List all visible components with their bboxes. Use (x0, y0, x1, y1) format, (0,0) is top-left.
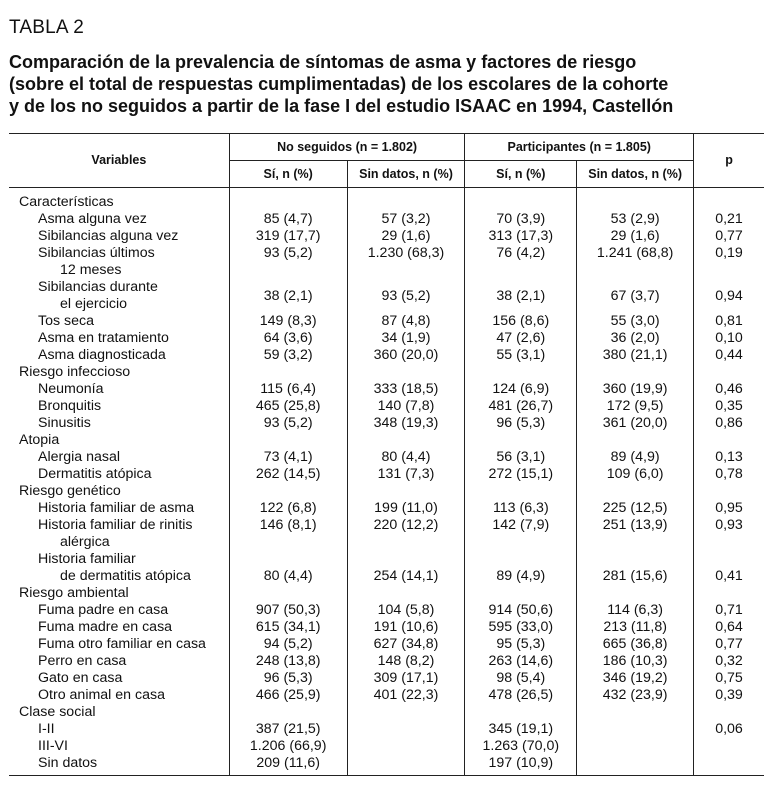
section-label: Atopia (9, 432, 229, 449)
participantes-sin-datos-cell: 186 (10,3) (602, 653, 668, 669)
no-seguidos-si-cell: 85 (4,7) (229, 211, 347, 228)
empty-cell (465, 704, 577, 721)
section-row (9, 585, 764, 602)
variable-label-line: Asma diagnosticada (38, 347, 166, 363)
no-seguidos-sin-datos-cell (347, 738, 465, 755)
no-seguidos-sin-datos-cell: 309 (17,1) (347, 670, 465, 687)
empty-cell (347, 585, 465, 602)
no-seguidos-si-cell: 93 (5,2) (229, 415, 347, 432)
section-label: Características (9, 188, 229, 212)
no-seguidos-sin-datos-cell: 93 (5,2) (347, 279, 465, 313)
variable-label (9, 619, 229, 636)
participantes-si-cell: 98 (5,4) (465, 670, 577, 687)
no-seguidos-sin-datos-cell: 148 (8,2) (347, 653, 465, 670)
section-label: Riesgo genético (9, 483, 229, 500)
no-seguidos-si-cell: 146 (8,1) (229, 517, 347, 551)
empty-cell (347, 364, 465, 381)
no-seguidos-si-cell: 59 (3,2) (229, 347, 347, 364)
participantes-si-cell: 595 (33,0) (465, 619, 577, 636)
participantes-si-cell: 124 (6,9) (465, 381, 577, 398)
p-value-cell: 0,06 (694, 721, 764, 738)
variable-label-line: Fuma padre en casa (38, 602, 169, 618)
variable-label-line: Sinusitis (38, 415, 91, 431)
variable-label-line: Tos seca (38, 313, 94, 329)
table-row (9, 738, 764, 755)
empty-cell (577, 704, 694, 721)
subheader-sin-datos: Sin datos, n (%) (577, 161, 694, 188)
p-value-cell: 0,94 (694, 279, 764, 313)
empty-cell (694, 188, 764, 212)
table-row (9, 500, 764, 517)
variable-label (9, 381, 229, 398)
p-value-cell: 0,39 (694, 687, 764, 704)
no-seguidos-sin-datos-cell: 333 (18,5) (347, 381, 465, 398)
participantes-sin-datos-cell: 172 (9,5) (606, 398, 664, 414)
no-seguidos-si-cell: 93 (5,2) (229, 245, 347, 279)
p-value-cell: 0,77 (694, 636, 764, 653)
table-row (9, 279, 764, 313)
participantes-si-cell: 478 (26,5) (465, 687, 577, 704)
p-value-cell (694, 738, 764, 755)
variable-label-line: I-II (38, 721, 55, 737)
participantes-sin-datos-cell: 281 (15,6) (602, 568, 668, 584)
table-row (9, 721, 764, 738)
table-row (9, 415, 764, 432)
participantes-si-cell: 1.263 (70,0) (465, 738, 577, 755)
no-seguidos-si-cell: 64 (3,6) (229, 330, 347, 347)
participantes-sin-datos-cell: 361 (20,0) (602, 415, 668, 431)
participantes-sin-datos-cell: 665 (36,8) (602, 636, 668, 652)
no-seguidos-si-cell: 248 (13,8) (229, 653, 347, 670)
variable-label-line: Neumonía (38, 381, 104, 397)
variable-label-line: Sibilancias alguna vez (38, 228, 179, 244)
p-value-cell: 0,75 (694, 670, 764, 687)
no-seguidos-sin-datos-cell: 348 (19,3) (347, 415, 465, 432)
variable-label (9, 687, 229, 704)
col-header-p: p (694, 134, 764, 188)
no-seguidos-si-cell: 96 (5,3) (229, 670, 347, 687)
no-seguidos-sin-datos-cell: 1.230 (68,3) (347, 245, 465, 279)
variable-label (9, 245, 229, 279)
no-seguidos-si-cell: 615 (34,1) (229, 619, 347, 636)
variable-label-continuation: 12 meses (60, 262, 122, 278)
no-seguidos-si-cell: 1.206 (66,9) (229, 738, 347, 755)
no-seguidos-si-cell: 466 (25,9) (229, 687, 347, 704)
title-line: (sobre el total de respuestas cumplimentadas) de los escolares de la cohorte (9, 74, 669, 94)
no-seguidos-sin-datos-cell: 360 (20,0) (347, 347, 465, 364)
variable-label (9, 228, 229, 245)
p-value-cell: 0,81 (694, 313, 764, 330)
table-title (9, 51, 764, 117)
no-seguidos-si-cell: 319 (17,7) (229, 228, 347, 245)
no-seguidos-sin-datos-cell: 627 (34,8) (347, 636, 465, 653)
variable-label (9, 347, 229, 364)
no-seguidos-sin-datos-cell: 57 (3,2) (347, 211, 465, 228)
variable-label-line: Dermatitis atópica (38, 466, 152, 482)
participantes-si-cell: 47 (2,6) (465, 330, 577, 347)
participantes-sin-datos-cell: 67 (3,7) (610, 287, 660, 304)
empty-cell (465, 432, 577, 449)
title-line: y de los no seguidos a partir de la fase I del estudio ISAAC en 1994, Castellón (9, 96, 674, 116)
participantes-si-cell: 56 (3,1) (465, 449, 577, 466)
section-row (9, 483, 764, 500)
participantes-si-cell: 197 (10,9) (465, 755, 577, 776)
variable-label (9, 721, 229, 738)
table-row (9, 466, 764, 483)
empty-cell (465, 188, 577, 212)
p-value-cell: 0,95 (694, 500, 764, 517)
variable-label (9, 415, 229, 432)
participantes-sin-datos-cell (577, 755, 694, 776)
p-value-cell: 0,78 (694, 466, 764, 483)
table-row (9, 551, 764, 585)
title-line: Comparación de la prevalencia de síntomas de asma y factores de riesgo (9, 52, 637, 72)
empty-cell (577, 432, 694, 449)
variable-label-line: Asma en tratamiento (38, 330, 169, 346)
participantes-sin-datos-cell: 29 (1,6) (610, 228, 660, 244)
p-value-cell: 0,46 (694, 381, 764, 398)
participantes-sin-datos-cell (577, 721, 694, 738)
no-seguidos-si-cell: 122 (6,8) (229, 500, 347, 517)
variable-label (9, 551, 229, 585)
subheader-si: Sí, n (%) (465, 161, 577, 188)
participantes-sin-datos-cell: 114 (6,3) (607, 602, 663, 618)
no-seguidos-sin-datos-cell: 34 (1,9) (347, 330, 465, 347)
no-seguidos-sin-datos-cell: 199 (11,0) (347, 500, 465, 517)
no-seguidos-sin-datos-cell: 131 (7,3) (347, 466, 465, 483)
no-seguidos-si-cell: 115 (6,4) (229, 381, 347, 398)
p-value-cell: 0,19 (694, 245, 764, 279)
header-row (9, 134, 764, 161)
no-seguidos-si-cell: 80 (4,4) (229, 551, 347, 585)
participantes-si-cell: 55 (3,1) (465, 347, 577, 364)
variable-label-line: Perro en casa (38, 653, 127, 669)
no-seguidos-sin-datos-cell: 220 (12,2) (347, 517, 465, 551)
empty-cell (694, 364, 764, 381)
section-row (9, 704, 764, 721)
table-row (9, 670, 764, 687)
table-row (9, 313, 764, 330)
empty-cell (694, 704, 764, 721)
table-row (9, 330, 764, 347)
participantes-si-cell: 263 (14,6) (465, 653, 577, 670)
variable-label-line: Fuma otro familiar en casa (38, 636, 206, 652)
table-row (9, 211, 764, 228)
participantes-sin-datos-cell: 225 (12,5) (602, 500, 668, 516)
variable-label (9, 449, 229, 466)
participantes-sin-datos-cell: 89 (4,9) (610, 449, 660, 465)
p-value-cell: 0,77 (694, 228, 764, 245)
participantes-si-cell: 113 (6,3) (465, 500, 577, 517)
participantes-si-cell: 481 (26,7) (465, 398, 577, 415)
table-row (9, 449, 764, 466)
variable-label (9, 755, 229, 776)
p-value-cell: 0,86 (694, 415, 764, 432)
section-label: Riesgo ambiental (9, 585, 229, 602)
subheader-sin-datos: Sin datos, n (%) (347, 161, 465, 188)
empty-cell (229, 483, 347, 500)
table-row (9, 755, 764, 776)
variable-label-line: Sin datos (38, 755, 98, 771)
no-seguidos-sin-datos-cell: 254 (14,1) (347, 551, 465, 585)
empty-cell (694, 432, 764, 449)
p-value-cell: 0,21 (694, 211, 764, 228)
section-row (9, 432, 764, 449)
participantes-si-cell: 914 (50,6) (465, 602, 577, 619)
section-row (9, 364, 764, 381)
participantes-si-cell: 96 (5,3) (465, 415, 577, 432)
participantes-si-cell: 76 (4,2) (465, 245, 577, 279)
no-seguidos-si-cell: 38 (2,1) (229, 279, 347, 313)
no-seguidos-sin-datos-cell: 401 (22,3) (347, 687, 465, 704)
participantes-sin-datos-cell: 213 (11,8) (603, 619, 667, 635)
p-value-cell (694, 755, 764, 776)
participantes-sin-datos-cell: 380 (21,1) (602, 347, 668, 363)
p-value-cell: 0,44 (694, 347, 764, 364)
col-header-participantes: Participantes (n = 1.805) (465, 134, 694, 161)
empty-cell (347, 704, 465, 721)
table-row (9, 228, 764, 245)
variable-label (9, 466, 229, 483)
variable-label (9, 313, 229, 330)
no-seguidos-si-cell: 262 (14,5) (229, 466, 347, 483)
table-row (9, 602, 764, 619)
table-row (9, 381, 764, 398)
participantes-si-cell: 313 (17,3) (465, 228, 577, 245)
variable-label-line: III-VI (38, 738, 68, 754)
participantes-sin-datos-cell: 251 (13,9) (602, 517, 668, 533)
variable-label-line: Bronquitis (38, 398, 102, 414)
participantes-si-cell: 156 (8,6) (465, 313, 577, 330)
no-seguidos-sin-datos-cell: 140 (7,8) (347, 398, 465, 415)
table-body (9, 188, 764, 776)
no-seguidos-si-cell: 387 (21,5) (229, 721, 347, 738)
empty-cell (577, 483, 694, 500)
table-row (9, 687, 764, 704)
empty-cell (577, 188, 694, 212)
variable-label (9, 398, 229, 415)
participantes-sin-datos-cell: 53 (2,9) (610, 211, 660, 227)
empty-cell (229, 704, 347, 721)
variable-label-line: Historia familiar de rinitis (38, 517, 193, 533)
variable-label (9, 670, 229, 687)
p-value-cell: 0,10 (694, 330, 764, 347)
p-value-cell: 0,64 (694, 619, 764, 636)
empty-cell (694, 585, 764, 602)
empty-cell (465, 585, 577, 602)
p-value-cell: 0,93 (694, 517, 764, 551)
no-seguidos-sin-datos-cell: 104 (5,8) (347, 602, 465, 619)
variable-label (9, 279, 229, 313)
no-seguidos-sin-datos-cell: 191 (10,6) (347, 619, 465, 636)
participantes-si-cell: 95 (5,3) (465, 636, 577, 653)
empty-cell (347, 432, 465, 449)
variable-label-continuation: de dermatitis atópica (60, 568, 191, 584)
prevalence-table (9, 133, 764, 776)
p-value-cell: 0,13 (694, 449, 764, 466)
variable-label-line: Gato en casa (38, 670, 123, 686)
table-row (9, 245, 764, 279)
variable-label-line: Otro animal en casa (38, 687, 165, 703)
no-seguidos-si-cell: 73 (4,1) (229, 449, 347, 466)
table-row (9, 398, 764, 415)
empty-cell (229, 364, 347, 381)
empty-cell (229, 585, 347, 602)
variable-label-line: Historia familiar (38, 551, 136, 567)
empty-cell (347, 483, 465, 500)
variable-label-continuation: alérgica (60, 534, 110, 550)
participantes-sin-datos-cell (577, 738, 694, 755)
no-seguidos-sin-datos-cell (347, 721, 465, 738)
participantes-sin-datos-cell: 432 (23,9) (602, 687, 668, 703)
no-seguidos-sin-datos-cell: 29 (1,6) (347, 228, 465, 245)
participantes-si-cell: 272 (15,1) (465, 466, 577, 483)
section-label: Clase social (9, 704, 229, 721)
table-label: TABLA 2 (9, 17, 84, 38)
variable-label (9, 500, 229, 517)
no-seguidos-sin-datos-cell: 87 (4,8) (347, 313, 465, 330)
empty-cell (577, 364, 694, 381)
p-value-cell: 0,71 (694, 602, 764, 619)
variable-label (9, 517, 229, 551)
p-value-cell: 0,41 (694, 551, 764, 585)
variable-label-line: Alergia nasal (38, 449, 121, 465)
empty-cell (465, 364, 577, 381)
table-row (9, 619, 764, 636)
variable-label-line: Sibilancias últimos (38, 245, 155, 261)
variable-label (9, 636, 229, 653)
participantes-si-cell: 38 (2,1) (465, 279, 577, 313)
no-seguidos-si-cell: 465 (25,8) (229, 398, 347, 415)
section-row (9, 188, 764, 212)
no-seguidos-si-cell: 94 (5,2) (229, 636, 347, 653)
participantes-sin-datos-cell: 346 (19,2) (602, 670, 668, 686)
participantes-sin-datos-cell: 36 (2,0) (610, 330, 660, 346)
table-row (9, 517, 764, 551)
empty-cell (347, 188, 465, 212)
no-seguidos-sin-datos-cell (347, 755, 465, 776)
section-label: Riesgo infeccioso (9, 364, 229, 381)
participantes-sin-datos-cell: 109 (6,0) (606, 466, 664, 482)
empty-cell (694, 483, 764, 500)
table-row (9, 636, 764, 653)
no-seguidos-si-cell: 209 (11,6) (229, 755, 347, 776)
empty-cell (229, 188, 347, 212)
participantes-si-cell: 142 (7,9) (465, 517, 577, 551)
no-seguidos-sin-datos-cell: 80 (4,4) (347, 449, 465, 466)
no-seguidos-si-cell: 907 (50,3) (229, 602, 347, 619)
variable-label (9, 653, 229, 670)
empty-cell (229, 432, 347, 449)
variable-label-continuation: el ejercicio (60, 296, 128, 312)
participantes-sin-datos-cell: 1.241 (68,8) (596, 245, 674, 261)
p-value-cell: 0,35 (694, 398, 764, 415)
col-header-no-seguidos: No seguidos (n = 1.802) (229, 134, 465, 161)
participantes-si-cell: 345 (19,1) (465, 721, 577, 738)
no-seguidos-si-cell: 149 (8,3) (229, 313, 347, 330)
participantes-si-cell: 70 (3,9) (465, 211, 577, 228)
variable-label (9, 738, 229, 755)
variable-label (9, 602, 229, 619)
participantes-si-cell: 89 (4,9) (465, 551, 577, 585)
participantes-sin-datos-cell: 55 (3,0) (610, 313, 660, 329)
participantes-sin-datos-cell: 360 (19,9) (602, 381, 668, 397)
p-value-cell: 0,32 (694, 653, 764, 670)
empty-cell (577, 585, 694, 602)
variable-label-line: Asma alguna vez (38, 211, 147, 227)
variable-label-line: Historia familiar de asma (38, 500, 195, 516)
table-row (9, 347, 764, 364)
variable-label-line: Sibilancias durante (38, 279, 158, 295)
subheader-si: Sí, n (%) (229, 161, 347, 188)
variable-label (9, 330, 229, 347)
variable-label (9, 211, 229, 228)
table-row (9, 653, 764, 670)
variable-label-line: Fuma madre en casa (38, 619, 173, 635)
empty-cell (465, 483, 577, 500)
col-header-variables: Variables (9, 134, 229, 188)
